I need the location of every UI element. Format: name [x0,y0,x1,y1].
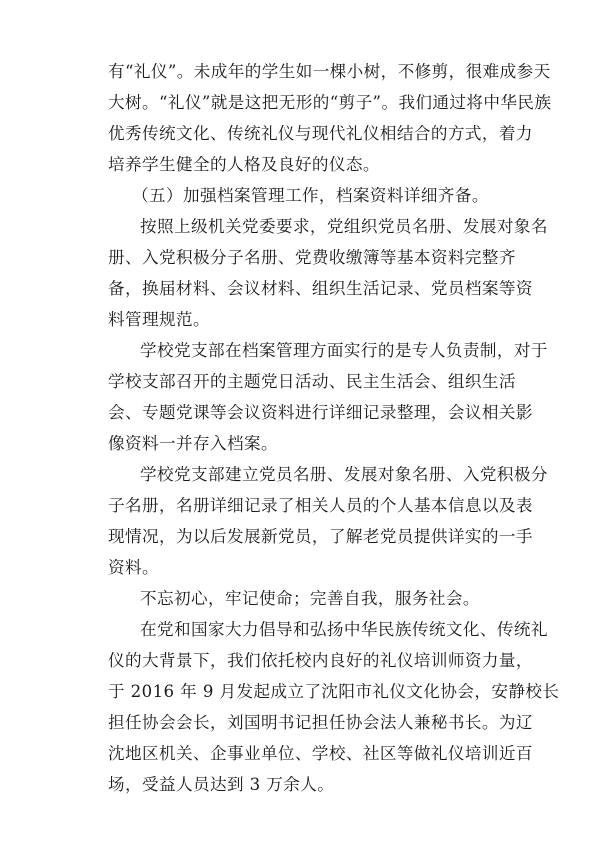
text-line: 学校支部召开的主题党日活动、民主生活会、组织生活 [108,372,516,391]
text-line: 仪的大背景下，我们依托校内良好的礼仪培训师资力量， [108,651,533,670]
text-line: 会、专题党课等会议资料进行详细记录整理，会议相关影 [108,403,533,422]
text-line: 学校党支部建立党员名册、发展对象名册、入党积极分 [140,465,548,484]
text-line: 册、入党积极分子名册、党费收缴簿等基本资料完整齐 [108,248,516,267]
text-line: 沈地区机关、企事业单位、学校、社区等做礼仪培训近百 [108,744,533,763]
text-line: 担任协会会长，刘国明书记担任协会法人兼秘书长。为辽 [108,713,533,732]
text-line: 场，受益人员达到 3 万余人。 [108,775,335,794]
text-line: 培养学生健全的人格及良好的仪态。 [108,155,380,174]
text-line: 现情况，为以后发展新党员，了解老党员提供详实的一手 [108,527,533,546]
body-text [108,56,560,800]
text-line: 按照上级机关党委要求，党组织党员名册、发展对象名 [140,217,548,236]
text-line: 不忘初心，牢记使命；完善自我，服务社会。 [140,589,480,608]
text-line: 像资料一并存入档案。 [108,434,278,453]
text-line: 大树。“礼仪”就是这把无形的“剪子”。我们通过将中华民族 [108,93,552,112]
text-line: 备，换届材料、会议材料、组织生活记录、党员档案等资 [108,279,533,298]
text-line: 优秀传统文化、传统礼仪与现代礼仪相结合的方式，着力 [108,124,533,143]
text-line: 学校党支部在档案管理方面实行的是专人负责制，对于 [140,341,548,360]
text-line: 子名册，名册详细记录了相关人员的个人基本信息以及表 [108,496,533,515]
section-heading: （五）加强档案管理工作，档案资料详细齐备。 [132,186,489,205]
text-line: 资料。 [108,558,159,577]
text-line: 有“礼仪”。未成年的学生如一棵小树，不修剪，很难成参天 [108,62,551,81]
text-line: 料管理规范。 [108,310,210,329]
text-line: 于 2016 年 9 月发起成立了沈阳市礼仪文化协会，安静校长 [108,682,560,701]
text-line: 在党和国家大力倡导和弘扬中华民族传统文化、传统礼 [140,620,548,639]
